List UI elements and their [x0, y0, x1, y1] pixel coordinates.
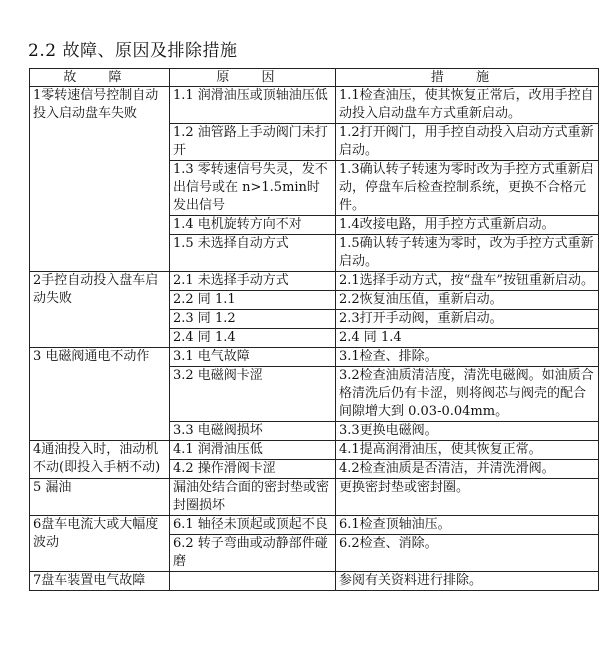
action-cell: 2.2恢复油压值，重新启动。	[336, 291, 599, 310]
table-row	[30, 441, 599, 460]
fault-cell: 2手控自动投入盘车启动失败	[30, 272, 170, 348]
cause-cell: 1.3 零转速信号失灵，发不出信号或在 n>1.5min时发出信号	[170, 161, 336, 216]
cause-cell: 4.1 润滑油压低	[170, 441, 336, 460]
action-cell: 4.1提高润滑油压，使其恢复正常。	[336, 441, 599, 460]
header-cause: 原 因	[170, 69, 336, 87]
cause-cell: 1.1 润滑油压或顶轴油压低	[170, 87, 336, 124]
action-cell: 4.2检查油质是否清洁，并清洗滑阀。	[336, 460, 599, 479]
cause-cell: 3.3 电磁阀损坏	[170, 422, 336, 441]
header-action: 措 施	[336, 69, 599, 87]
table-row	[30, 516, 599, 535]
action-cell: 更换密封垫或密封圈。	[336, 479, 599, 516]
section-title: 2.2 故障、原因及排除措施	[28, 41, 238, 61]
fault-cell: 5 漏油	[30, 479, 170, 516]
fault-cell: 1零转速信号控制自动投入启动盘车失败	[30, 87, 170, 272]
table-row	[30, 87, 599, 124]
cause-cell: 3.2 电磁阀卡涩	[170, 367, 336, 422]
action-cell: 1.1检查油压，使其恢复正常后，改用手控自动投入启动盘车方式重新启动。	[336, 87, 599, 124]
action-cell: 2.3打开手动阀，重新启动。	[336, 310, 599, 329]
action-cell: 2.1选择手动方式，按“盘车”按钮重新启动。	[336, 272, 599, 291]
table-row	[30, 272, 599, 291]
action-cell: 6.2检查、消除。	[336, 535, 599, 572]
action-cell: 1.3确认转子转速为零时改为手控方式重新启动，停盘车后检查控制系统，更换不合格元件。	[336, 161, 599, 216]
fault-cell: 6盘车电流大或大幅度波动	[30, 516, 170, 572]
cause-cell: 6.2 转子弯曲或动静部件碰磨	[170, 535, 336, 572]
action-cell: 2.4 同 1.4	[336, 329, 599, 348]
action-cell: 1.2打开阀门，用手控自动投入启动方式重新启动。	[336, 124, 599, 161]
fault-cell: 7盘车装置电气故障	[30, 572, 170, 591]
action-cell: 3.3更换电磁阀。	[336, 422, 599, 441]
fault-cell: 4通油投入时，油动机不动(即投入手柄不动)	[30, 441, 170, 479]
cause-cell: 漏油处结合面的密封垫或密封圈损坏	[170, 479, 336, 516]
table-body	[30, 87, 599, 591]
fault-table	[29, 68, 599, 591]
header-fault: 故 障	[30, 69, 170, 87]
cause-cell: 1.2 油管路上手动阀门未打开	[170, 124, 336, 161]
table-row	[30, 479, 599, 516]
action-cell: 参阅有关资料进行排除。	[336, 572, 599, 591]
cause-cell: 2.2 同 1.1	[170, 291, 336, 310]
cause-cell: 1.4 电机旋转方向不对	[170, 216, 336, 235]
action-cell: 3.2检查油质清洁度，清洗电磁阀。如油质合格清洗后仍有卡涩，则将阀芯与阀壳的配合间隙增大到 0.03-0.04mm。	[336, 367, 599, 422]
fault-cell: 3 电磁阀通电不动作	[30, 348, 170, 441]
table-header-row	[30, 69, 599, 87]
cause-cell: 2.4 同 1.4	[170, 329, 336, 348]
table-row	[30, 348, 599, 367]
action-cell: 3.1检查、排除。	[336, 348, 599, 367]
table-row	[30, 572, 599, 591]
cause-cell: 2.3 同 1.2	[170, 310, 336, 329]
action-cell: 6.1检查顶轴油压。	[336, 516, 599, 535]
action-cell: 1.5确认转子转速为零时，改为手控方式重新启动。	[336, 235, 599, 272]
cause-cell: 1.5 未选择自动方式	[170, 235, 336, 272]
cause-cell: 4.2 操作滑阀卡涩	[170, 460, 336, 479]
action-cell: 1.4改接电路，用手控方式重新启动。	[336, 216, 599, 235]
cause-cell: 3.1 电气故障	[170, 348, 336, 367]
cause-cell: 6.1 轴径未顶起或顶起不良	[170, 516, 336, 535]
cause-cell	[170, 572, 336, 591]
cause-cell: 2.1 未选择手动方式	[170, 272, 336, 291]
